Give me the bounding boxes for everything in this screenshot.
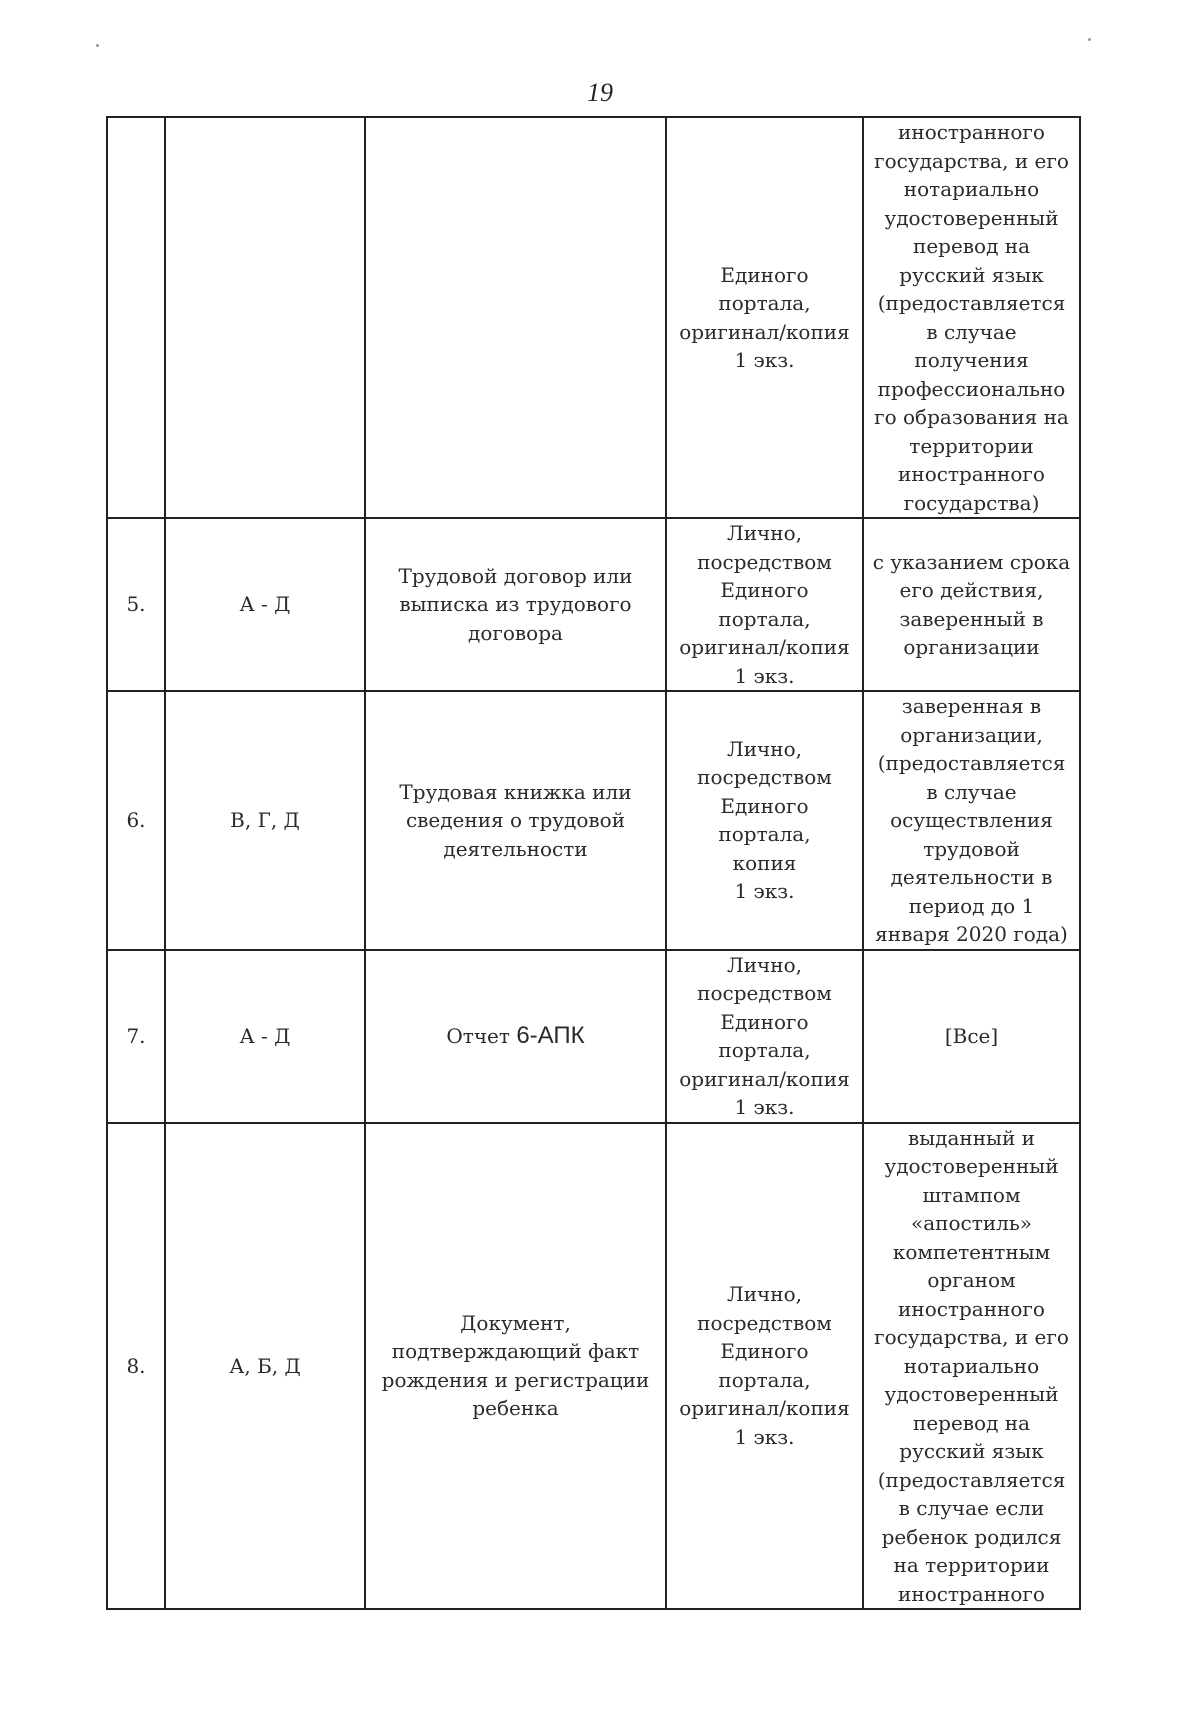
row-number-cell: 6. (107, 691, 165, 950)
note-text: [Все] (944, 1023, 999, 1048)
note-cell (863, 950, 1080, 1123)
categories-cell: А - Д (165, 950, 365, 1123)
submission-method-cell (666, 518, 863, 691)
row-number-cell: 7. (107, 950, 165, 1123)
categories-cell: В, Г, Д (165, 691, 365, 950)
note-text: выданный и удостоверенный штампом «апостиль» компетентным органом иностранного государства, и его нотариально удостоверенный перевод на русский язык (предоставляется в случае если ребенок родился на территории иностранного (874, 1125, 1069, 1606)
document-name-prefix: Отчет (446, 1023, 517, 1048)
document-name-cell (365, 1123, 666, 1610)
table-row (107, 950, 1080, 1123)
submission-method-text: Лично, посредством Единого портала, оригинал/копия 1 экз. (679, 952, 850, 1119)
submission-method-text: Лично, посредством Единого портала, оригинал/копия 1 экз. (679, 1282, 850, 1449)
categories-cell (165, 117, 365, 518)
submission-method-cell (666, 1123, 863, 1610)
report-code: 6-АПК (516, 1021, 585, 1049)
note-cell (863, 518, 1080, 691)
table-row (107, 1123, 1080, 1610)
scan-speck (1088, 38, 1091, 41)
note-cell (863, 117, 1080, 518)
submission-method-cell (666, 950, 863, 1123)
table-row (107, 691, 1080, 950)
submission-method-cell (666, 691, 863, 950)
page-number: 19 (587, 78, 613, 107)
scan-speck (96, 44, 99, 47)
submission-method-text: Единого портала, оригинал/копия 1 экз. (679, 262, 850, 372)
documents-table (106, 116, 1081, 1610)
document-name-cell (365, 950, 666, 1123)
document-name-text: Документ, подтверждающий факт рождения и регистрации ребенка (381, 1310, 650, 1421)
document-name-text: Трудовая книжка или сведения о трудовой деятельности (399, 779, 632, 861)
document-name-text: Трудовой договор или выписка из трудового договора (398, 563, 633, 645)
note-text: заверенная в организации, (предоставляется в случае осуществления трудовой деятельности в период до 1 января 2020 года) (875, 694, 1068, 946)
note-text: иностранного государства, и его нотариально удостоверенный перевод на русский язык (предоставляется в случае получения профессионально го образования на территории иностранного государства) (874, 120, 1069, 515)
submission-method-text: Лично, посредством Единого портала, копия 1 экз. (697, 736, 832, 904)
row-number-cell: 8. (107, 1123, 165, 1610)
note-cell (863, 691, 1080, 950)
table-row (107, 518, 1080, 691)
row-number-cell: 5. (107, 518, 165, 691)
row-number-cell (107, 117, 165, 518)
note-text: с указанием срока его действия, заверенный в организации (872, 549, 1071, 659)
categories-cell: А, Б, Д (165, 1123, 365, 1610)
table-row (107, 117, 1080, 518)
document-name-cell (365, 117, 666, 518)
categories-cell: А - Д (165, 518, 365, 691)
document-name-cell (365, 691, 666, 950)
submission-method-cell (666, 117, 863, 518)
submission-method-text: Лично, посредством Единого портала, оригинал/копия 1 экз. (679, 521, 850, 688)
note-cell (863, 1123, 1080, 1610)
document-name-cell (365, 518, 666, 691)
